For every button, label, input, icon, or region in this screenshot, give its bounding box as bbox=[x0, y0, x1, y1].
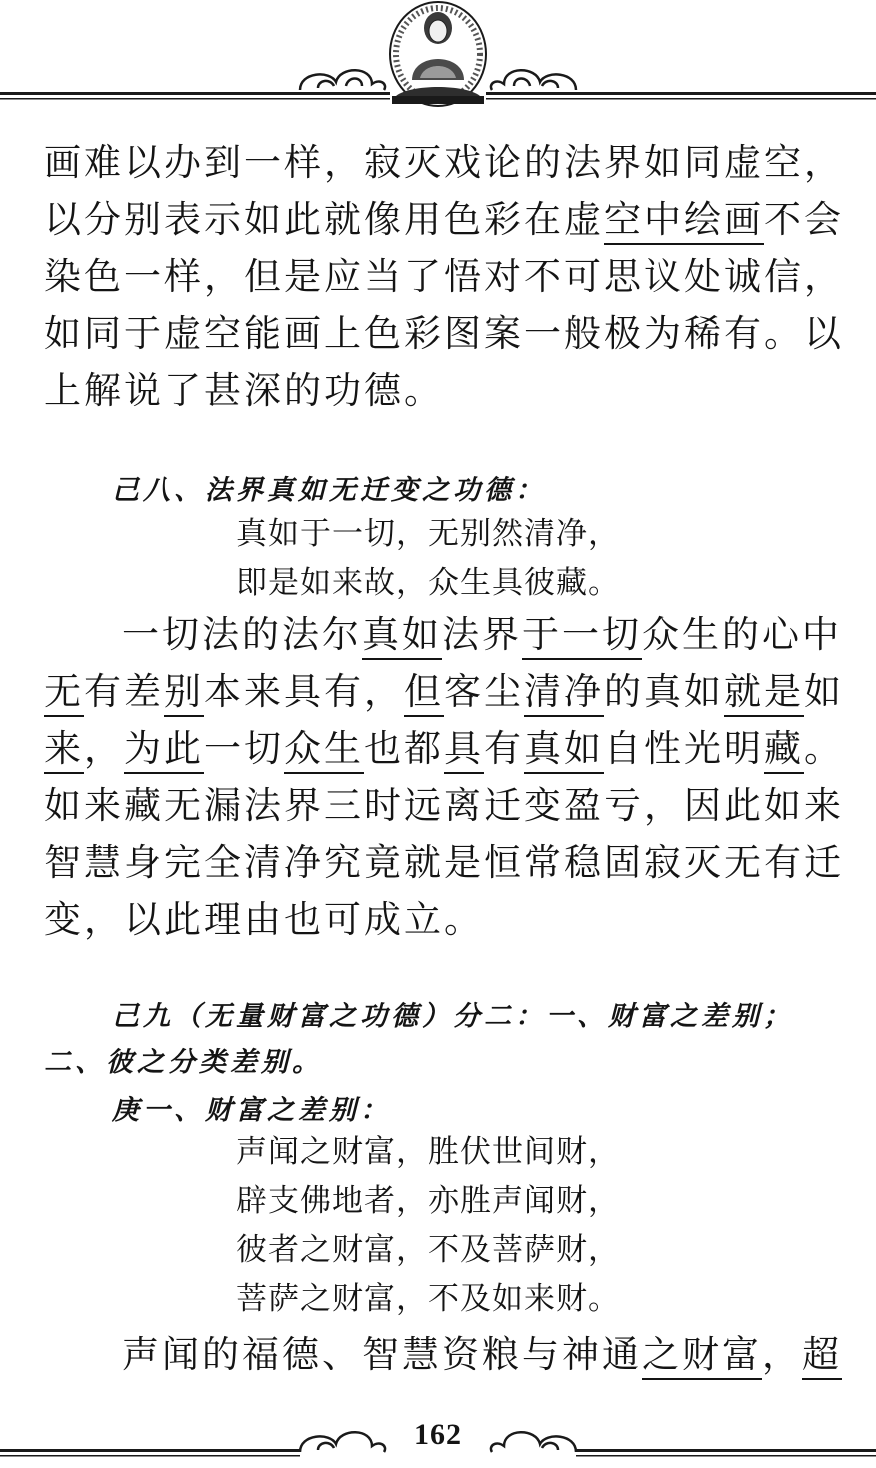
paragraph-3 bbox=[44, 1326, 844, 1383]
verse-1 bbox=[236, 510, 620, 608]
verse-line: 菩萨之财富，不及如来财。 bbox=[236, 1281, 620, 1317]
verse-2 bbox=[236, 1128, 620, 1324]
subsection-heading-geng1: 庚一、财富之差别： bbox=[112, 1095, 391, 1126]
text-line: 声闻的福德、智慧资粮与神通之财富，超 bbox=[44, 1326, 844, 1383]
verse-line: 声闻之财富，胜伏世间财， bbox=[236, 1134, 620, 1170]
page-number: 162 bbox=[414, 1418, 462, 1451]
text-line: 来，为此一切众生也都具有真如自性光明藏。 bbox=[44, 720, 844, 777]
verse-line: 即是如来故，众生具彼藏。 bbox=[236, 565, 620, 601]
section-heading-ji9-cont: 二、彼之分类差别。 bbox=[44, 1047, 323, 1078]
verse-line: 真如于一切，无别然清净， bbox=[236, 516, 620, 552]
section-heading-ji8: 己八、法界真如无迁变之功德： bbox=[112, 475, 546, 506]
text-segment: 不会 bbox=[764, 198, 844, 241]
text-line: 一切法的法尔真如法界于一切众生的心中 bbox=[44, 606, 844, 663]
text-segment: 以分别表示如此就像用色彩在虚 bbox=[44, 198, 604, 241]
text-line: 上解说了甚深的功德。 bbox=[44, 369, 444, 412]
text-line bbox=[44, 191, 844, 248]
paragraph-2 bbox=[44, 606, 844, 948]
buddha-image-icon bbox=[390, 2, 486, 106]
cloud-ornament-icon bbox=[300, 70, 385, 90]
paragraph-1 bbox=[44, 134, 844, 419]
header-ornament bbox=[0, 0, 876, 120]
verse-line: 彼者之财富，不及菩萨财， bbox=[236, 1232, 620, 1268]
text-line: 如来藏无漏法界三时远离迁变盈亏，因此如来 bbox=[44, 784, 844, 827]
text-line: 无有差别本来具有，但客尘清净的真如就是如 bbox=[44, 663, 844, 720]
text-line: 画难以办到一样，寂灭戏论的法界如同虚空， bbox=[44, 141, 844, 184]
verse-line: 辟支佛地者，亦胜声闻财， bbox=[236, 1183, 620, 1219]
text-line: 变，以此理由也可成立。 bbox=[44, 898, 484, 941]
text-line: 如同于虚空能画上色彩图案一般极为稀有。以 bbox=[44, 312, 844, 355]
text-line: 智慧身完全清净究竟就是恒常稳固寂灭无有迁 bbox=[44, 841, 844, 884]
cloud-ornament-icon bbox=[491, 70, 576, 90]
section-heading-ji9: 己九（无量财富之功德）分二：一、财富之差别； bbox=[112, 1001, 794, 1032]
underlined-phrase: 空中绘画 bbox=[604, 198, 764, 245]
text-line: 染色一样，但是应当了悟对不可思议处诚信， bbox=[44, 255, 844, 298]
